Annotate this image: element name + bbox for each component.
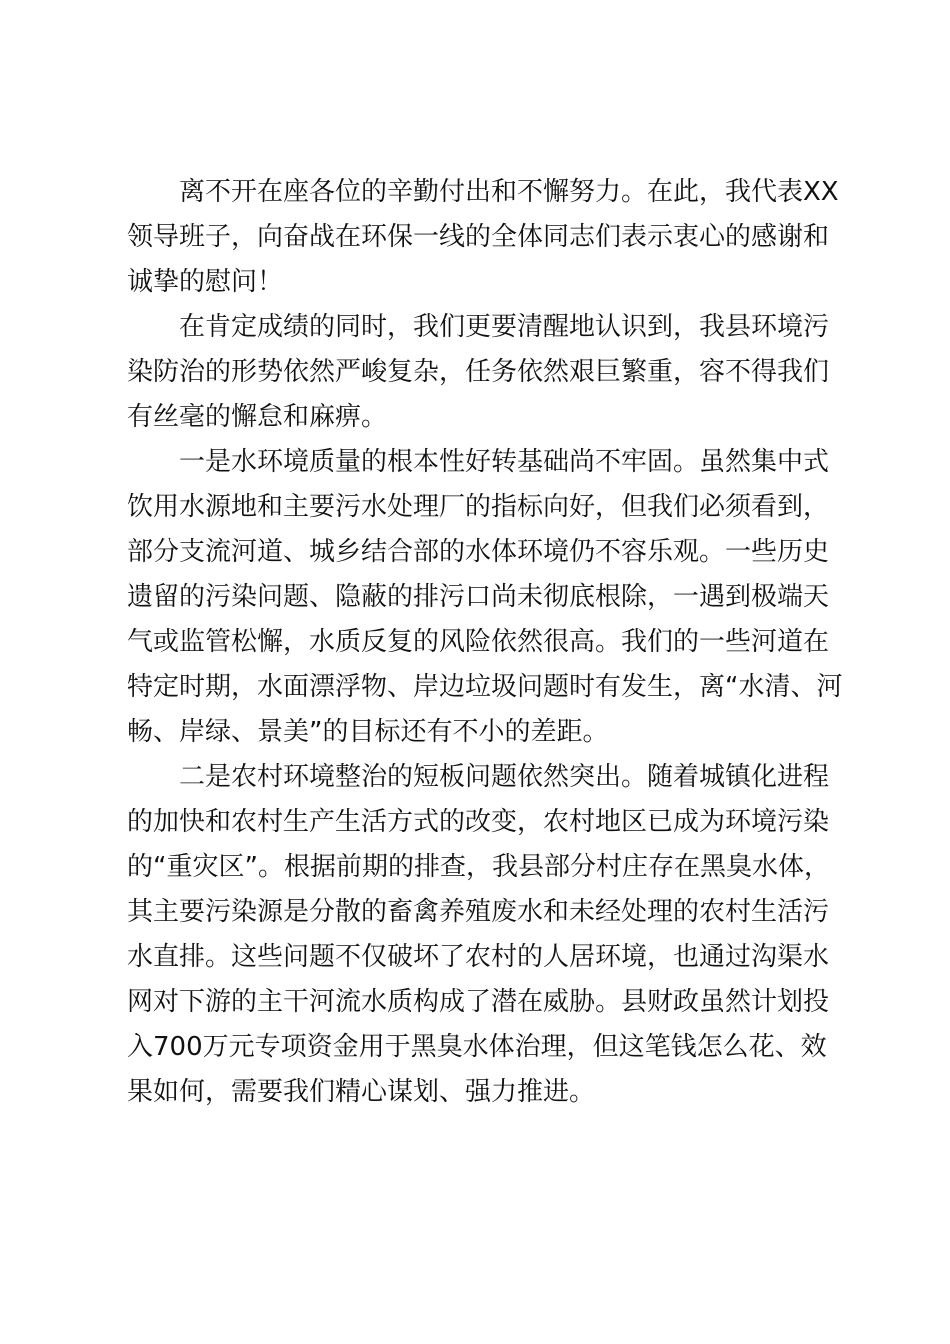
- text-line: 一是水环境质量的根本性好转基础尚不牢固。虽然集中式: [179, 447, 830, 477]
- text-line: 染防治的形势依然严峻复杂，任务依然艰巨繁重，容不得我们: [127, 357, 830, 387]
- text-line: 二是农村环境整治的短板问题依然突出。随着城镇化进程: [179, 762, 830, 792]
- text-line: 饮用水源地和主要污水处理厂的指标向好，但我们必须看到，: [127, 492, 830, 522]
- text-line: 气或监管松懈，水质反复的风险依然很高。我们的一些河道在: [127, 627, 830, 657]
- text-line: 离不开在座各位的辛勤付出和不懈努力。在此，我代表XX: [179, 177, 839, 207]
- text-line: 诚挚的慰问！: [127, 267, 284, 297]
- text-line: 入700万元专项资金用于黑臭水体治理，但这笔钱怎么花、效: [127, 1032, 827, 1062]
- text-line: 果如何，需要我们精心谋划、强力推进。: [127, 1077, 596, 1107]
- text-line: 的加快和农村生产生活方式的改变，农村地区已成为环境污染: [127, 807, 830, 837]
- text-line: 领导班子，向奋战在环保一线的全体同志们表示衷心的感谢和: [127, 222, 830, 252]
- text-line: 在肯定成绩的同时，我们更要清醒地认识到，我县环境污: [179, 312, 830, 342]
- text-line: 的“重灾区”。根据前期的排查，我县部分村庄存在黑臭水体，: [127, 852, 830, 882]
- text-line: 有丝毫的懈怠和麻痹。: [127, 402, 388, 432]
- text-line: 畅、岸绿、景美”的目标还有不小的差距。: [127, 717, 609, 747]
- text-line: 部分支流河道、城乡结合部的水体环境仍不容乐观。一些历史: [127, 537, 830, 567]
- text-line: 其主要污染源是分散的畜禽养殖废水和未经处理的农村生活污: [127, 897, 830, 927]
- text-line: 网对下游的主干河流水质构成了潜在威胁。县财政虽然计划投: [127, 987, 830, 1017]
- text-line: 遗留的污染问题、隐蔽的排污口尚未彻底根除，一遇到极端天: [127, 582, 830, 612]
- text-line: 水直排。这些问题不仅破坏了农村的人居环境，也通过沟渠水: [127, 942, 830, 972]
- text-line: 特定时期，水面漂浮物、岸边垃圾问题时有发生，离“水清、河: [127, 672, 843, 702]
